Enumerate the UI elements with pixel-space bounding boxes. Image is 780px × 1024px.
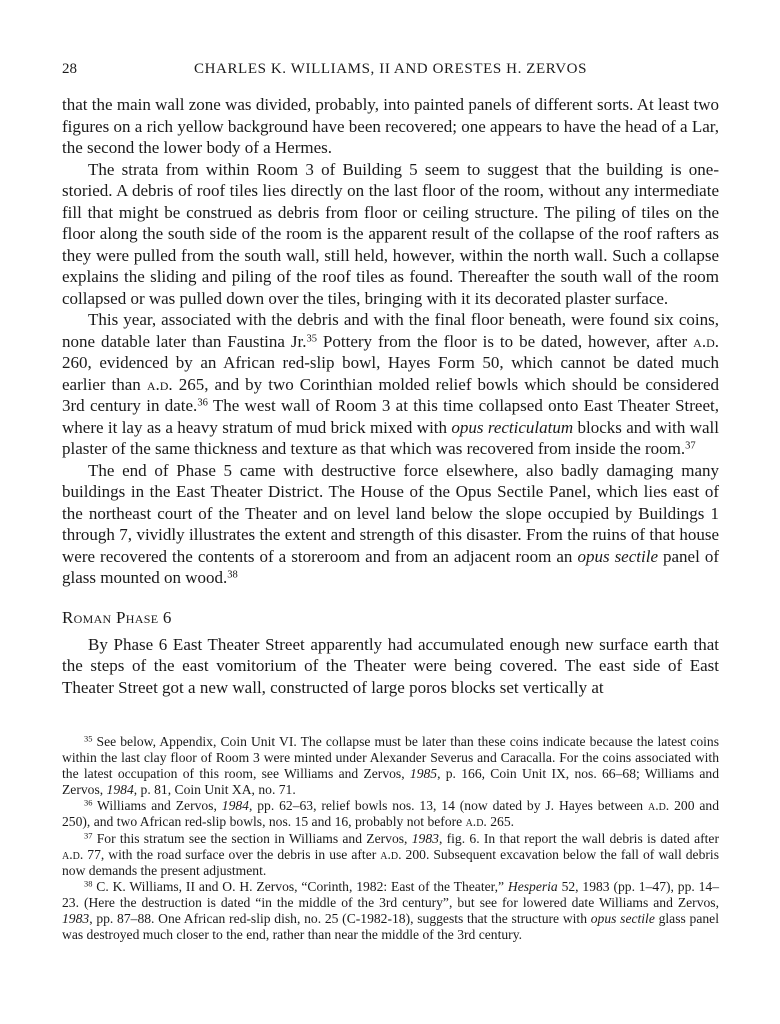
- running-head: CHARLES K. WILLIAMS, II AND ORESTES H. ZERVOS: [193, 61, 588, 77]
- footnote-38: $^{38}$ C. K. Williams, II and O. H. Zervos, “Corinth, 1982: East of the Theater,” Hesperia 52, 1983 (pp. 1–47), pp. 14–23. (Here the destruction is dated “in the middle of the 3rd century”, but see for lowered date Williams and Zervos, 1983, pp. 87–88. One African red-slip dish, no. 25 (C-1982-18), suggests that the structure with opus sectile glass panel was destroyed much closer to the end, rather than near the middle of the 3rd century.: [62, 878, 719, 943]
- footnote-35: $^{35}$ See below, Appendix, Coin Unit VI. The collapse must be later than these coins indicate because the latest coins within the last clay floor of Room 3 were minted under Alexander Severus and Caracalla. For the coins associated with the latest occupation of this room, see Williams and Zervos, 1985, p. 166, Coin Unit IX, nos. 66–68; Williams and Zervos, 1984, p. 81, Coin Unit XA, no. 71.: [62, 733, 719, 798]
- paragraph-1: that the main wall zone was divided, probably, into painted panels of different sorts. At least two figures on a rich yellow background have been recovered; one appears to have the head of a Lar, the second the lower body of a Hermes.: [62, 95, 719, 157]
- body-text: [62, 94, 719, 698]
- page-number: 28: [62, 61, 77, 77]
- section-heading: Roman Phase 6: [62, 607, 172, 627]
- footnote-ref-37: 37: [685, 440, 696, 452]
- paragraph-2: The strata from within Room 3 of Building 5 seem to suggest that the building is one-storied. A debris of roof tiles lies directly on the last floor of the room, without any intermediate fill that might be construed as debris from floor or ceiling structure. The piling of tiles on the floor along the south side of the room is the apparent result of the collapse of the roof rafters as they were pulled from the south wall, still held, however, within the north wall. Such a collapse explains the sliding and piling of the roof tiles as found. Thereafter the south wall of the room collapsed or was pulled down over the tiles, bringing with it its decorated plaster surface.: [62, 159, 719, 308]
- footnotes: [62, 734, 719, 943]
- paragraph-3: This year, associated with the debris and with the final floor beneath, were found six coins, none datable later than Faustina Jr.$^{35}$ Pottery from the floor is to be dated, however, after a.d. 260, evidenced by an African red-slip bowl, Hayes Form 50, which cannot be dated much earlier than a.d. 265, and by two Corinthian molded relief bowls which should be considered 3rd century in date.$^{36}$ The west wall of Room 3 at this time collapsed onto East Theater Street, where it lay as a heavy stratum of mud brick mixed with opus recticulatum blocks and with wall plaster of the same thickness and texture as that which was recovered from inside the room.$^{37}$: [62, 310, 719, 458]
- footnote-ref-35: 35: [306, 333, 317, 345]
- footnote-37: $^{37}$ For this stratum see the section in Williams and Zervos, 1983, fig. 6. In that report the wall debris is dated after a.d. 77, with the road surface over the debris in use after a.d. 200. Subsequent excavation below the fall of wall debris now demands the present adjustment.: [62, 830, 719, 878]
- footnote-ref-36: 36: [197, 397, 208, 409]
- paragraph-4: The end of Phase 5 came with destructive force elsewhere, also badly damaging many buildings in the East Theater District. The House of the Opus Sectile Panel, which lies east of the northeast court of the Theater and on level land below the slope occupied by Buildings 1 through 7, vividly illustrates the extent and strength of this disaster. From the ruins of that house were recovered the contents of a storeroom and from an adjacent room an opus sectile panel of glass mounted on wood.$^{38}$: [62, 460, 719, 587]
- paragraph-5: By Phase 6 East Theater Street apparently had accumulated enough new surface earth that the steps of the east vomitorium of the Theater were being covered. The east side of East Theater Street got a new wall, constructed of large poros blocks set vertically at: [62, 634, 719, 697]
- footnote-36: $^{36}$ Williams and Zervos, 1984, pp. 62–63, relief bowls nos. 13, 14 (now dated by J. Hayes between a.d. 200 and 250), and two African red-slip bowls, nos. 15 and 16, probably not before a.d. 265.: [62, 798, 719, 830]
- footnote-ref-38: 38: [227, 569, 238, 581]
